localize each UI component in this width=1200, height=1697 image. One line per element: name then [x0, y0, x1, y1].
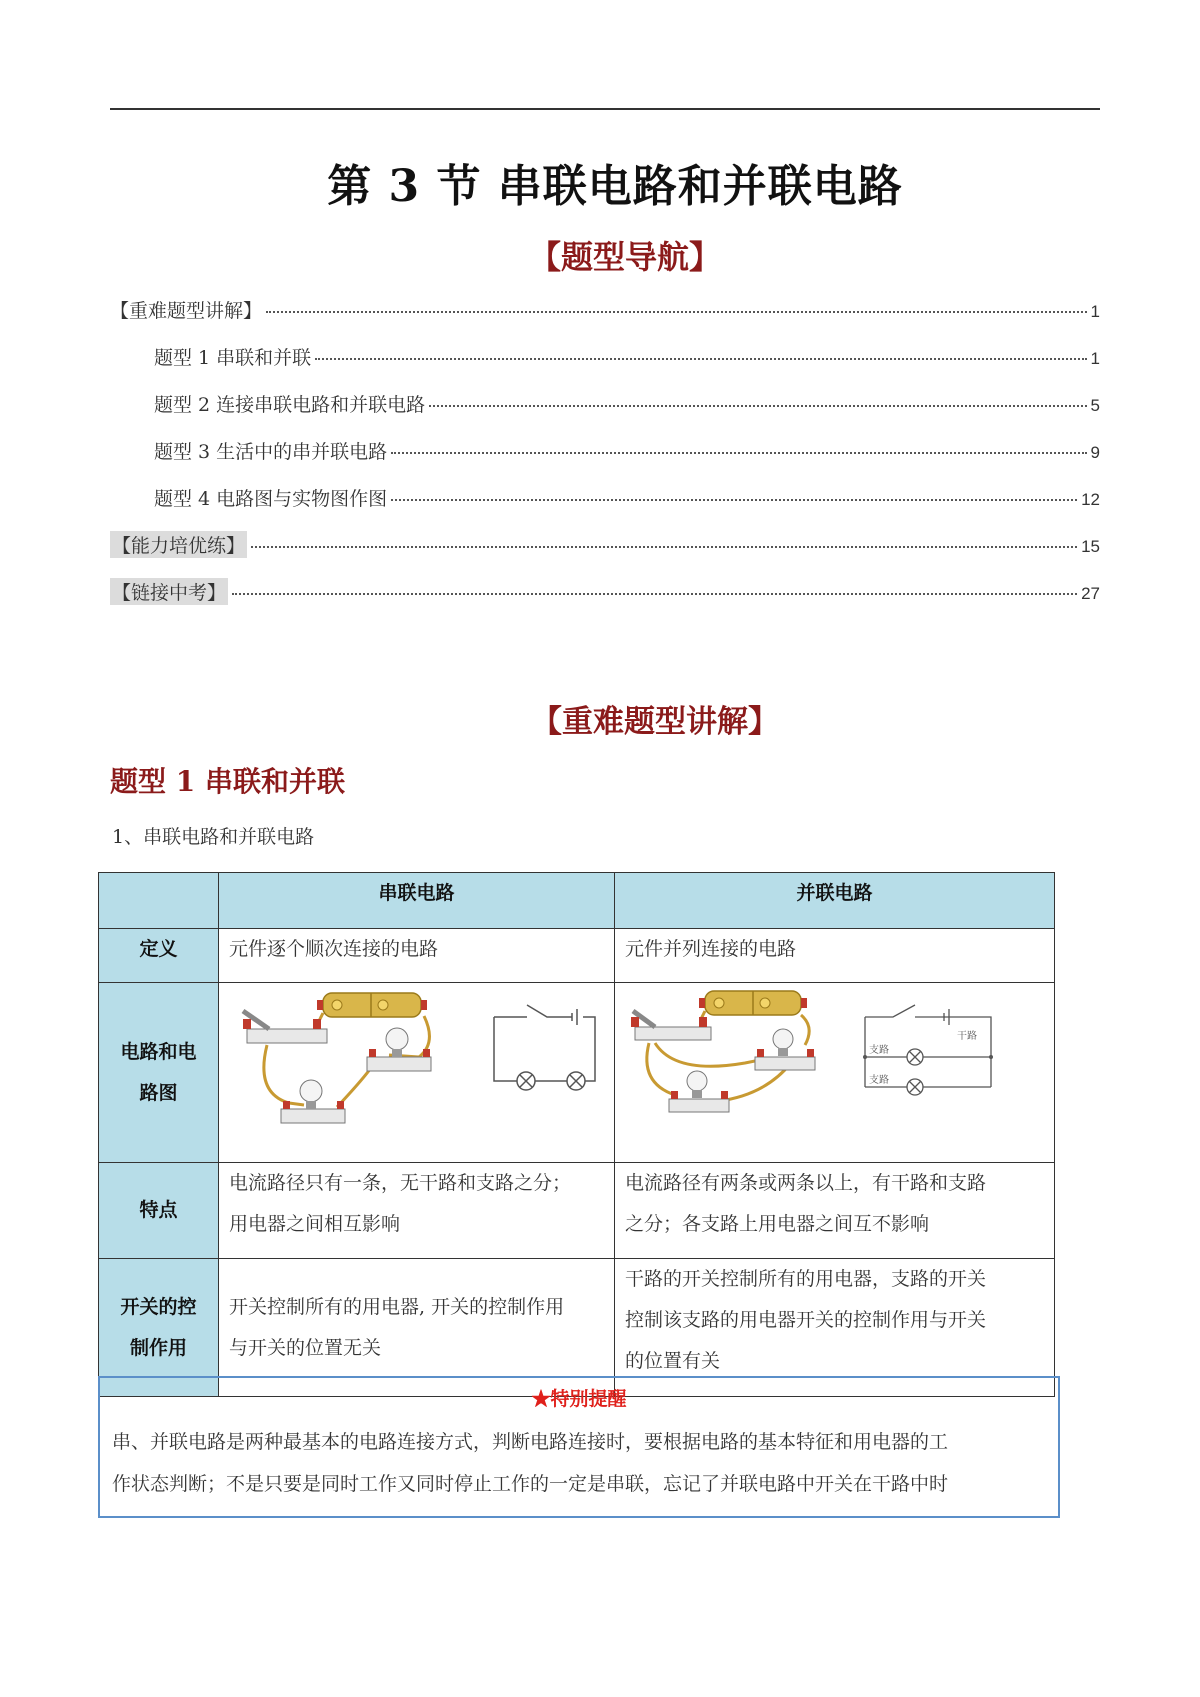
- cell-line: 开关控制所有的用电器, 开关的控制作用: [229, 1295, 565, 1318]
- toc-entry[interactable]: [110, 343, 1100, 390]
- branch-label: 支路: [869, 1075, 889, 1086]
- row-header-line: 开关的控: [120, 1295, 197, 1318]
- toc-leader: [266, 311, 1087, 313]
- cell-line: 干路的开关控制所有的用电器，支路的开关: [625, 1268, 987, 1290]
- toc-label: 【重难题型讲解】: [110, 300, 263, 322]
- bulb-icon: [669, 1071, 729, 1112]
- cell-series-diagram: [219, 983, 615, 1163]
- toc-page: 5: [1090, 396, 1100, 415]
- intro-paragraph: 1、串联电路和并联电路: [112, 826, 315, 848]
- toc-page: 9: [1090, 443, 1100, 462]
- cell-line: 控制该支路的用电器开关的控制作用与开关: [625, 1309, 987, 1331]
- switch-icon: [243, 1011, 327, 1043]
- switch-icon: [631, 1011, 711, 1040]
- branch-label: 支路: [869, 1045, 889, 1056]
- trunk-label: 干路: [957, 1031, 977, 1042]
- cell-line: 用电器之间相互影响: [229, 1213, 401, 1235]
- toc-label: 【能力培优练】: [110, 531, 247, 558]
- row-header-feature: 特点: [99, 1163, 219, 1259]
- toc-page: 15: [1081, 537, 1100, 556]
- junction-dot: [989, 1055, 993, 1059]
- row-header-line: 路图: [139, 1081, 178, 1104]
- toc-label: 题型 1 串联和并联: [154, 347, 312, 369]
- toc-entry[interactable]: [110, 578, 1100, 625]
- toc-leader: [251, 546, 1077, 548]
- corner-cell: [99, 873, 219, 929]
- toc-leader: [391, 452, 1086, 454]
- parallel-circuit-illustration: [615, 983, 1055, 1147]
- section-title: 【重难题型讲解】: [531, 704, 779, 740]
- row-header-line: 电路和电: [120, 1040, 197, 1063]
- toc-label: 题型 3 生活中的串并联电路: [154, 441, 388, 463]
- table-row: [99, 873, 1055, 929]
- toc-page: 27: [1081, 584, 1100, 603]
- cell-line: 与开关的位置无关: [229, 1336, 382, 1359]
- toc-entry[interactable]: [110, 484, 1100, 531]
- battery-icon: [317, 993, 427, 1017]
- cell-parallel-feature: [615, 1163, 1055, 1259]
- cell-line: 电流路径有两条或两条以上，有干路和支路: [625, 1172, 987, 1194]
- series-schematic: [494, 1005, 595, 1090]
- toc-leader: [391, 499, 1077, 501]
- document-title: 第 3 节 串联电路和并联电路: [327, 161, 903, 212]
- row-header-definition: 定义: [99, 929, 219, 983]
- type-title: 题型 1 串联和并联: [110, 765, 345, 798]
- battery-icon: [699, 991, 807, 1015]
- cell-parallel-definition: 元件并列连接的电路: [615, 929, 1055, 983]
- bulb-icon: [367, 1028, 431, 1071]
- toc-entry[interactable]: [110, 531, 1100, 578]
- cell-line: 之分；各支路上用电器之间互不影响: [625, 1213, 930, 1235]
- toc-label: 【链接中考】: [110, 578, 228, 605]
- cell-series-definition: 元件逐个顺次连接的电路: [219, 929, 615, 983]
- reminder-title: ★特别提醒: [531, 1388, 627, 1410]
- toc-label: 题型 2 连接串联电路和并联电路: [154, 394, 426, 416]
- toc-leader: [232, 593, 1077, 595]
- reminder-line: 串、并联电路是两种最基本的电路连接方式，判断电路连接时，要根据电路的基本特征和用电器的工: [112, 1431, 949, 1453]
- comparison-table: [98, 872, 1055, 1397]
- table-row: [99, 983, 1055, 1163]
- nav-title: 【题型导航】: [528, 238, 721, 276]
- toc-entry[interactable]: [110, 296, 1100, 343]
- series-circuit-illustration: [219, 983, 615, 1147]
- special-reminder-box: [98, 1376, 1060, 1518]
- bulb-icon: [755, 1029, 815, 1070]
- row-header-diagram: [99, 983, 219, 1163]
- junction-dot: [863, 1055, 867, 1059]
- top-rule: [110, 108, 1100, 110]
- cell-line: 电流路径只有一条，无干路和支路之分；: [229, 1172, 572, 1194]
- toc-page: 1: [1090, 349, 1100, 368]
- table-row: [99, 929, 1055, 983]
- reminder-text: [100, 1411, 1058, 1505]
- toc-leader: [315, 358, 1086, 360]
- toc-leader: [429, 405, 1086, 407]
- column-header-parallel: 并联电路: [615, 873, 1055, 929]
- cell-line: 的位置有关: [625, 1350, 721, 1372]
- reminder-line: 作状态判断；不是只要是同时工作又同时停止工作的一定是串联，忘记了并联电路中开关在干路中时: [112, 1473, 949, 1495]
- toc-page: 1: [1090, 302, 1100, 321]
- toc-page: 12: [1081, 490, 1100, 509]
- bulb-icon: [281, 1080, 345, 1123]
- toc-entry[interactable]: [110, 437, 1100, 484]
- toc-entry[interactable]: [110, 390, 1100, 437]
- cell-series-feature: [219, 1163, 615, 1259]
- toc-label: 题型 4 电路图与实物图作图: [154, 488, 388, 510]
- table-row: [99, 1163, 1055, 1259]
- column-header-series: 串联电路: [219, 873, 615, 929]
- row-header-line: 制作用: [129, 1336, 187, 1359]
- cell-parallel-diagram: [615, 983, 1055, 1163]
- table-of-contents: [110, 296, 1100, 625]
